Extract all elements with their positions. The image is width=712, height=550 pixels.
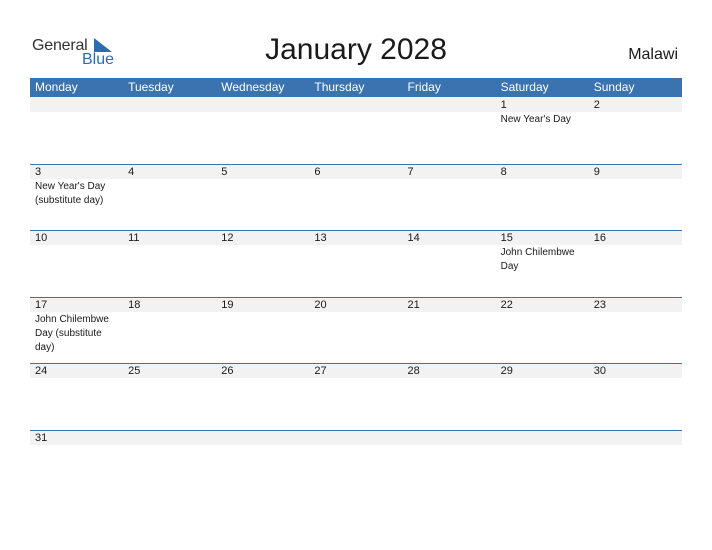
day-number: 1: [500, 99, 507, 111]
day-number: 13: [314, 232, 327, 244]
day-cell: [589, 97, 682, 164]
day-cell: [496, 297, 589, 364]
holiday-label: John Chilembwe Day (substitute day): [35, 313, 109, 353]
day-number: 26: [221, 365, 234, 377]
day-number: 16: [593, 232, 606, 244]
day-number: [594, 432, 682, 445]
day-cell: [496, 363, 589, 430]
day-number: [408, 99, 496, 112]
day-cell: [216, 164, 309, 231]
day-number: 3: [35, 165, 42, 178]
day-cell: [403, 230, 496, 297]
day-cell: [30, 363, 123, 430]
country-label: Malawi: [628, 46, 678, 63]
day-number: 18: [128, 298, 141, 311]
day-number: 20: [314, 298, 327, 311]
day-cell: [496, 430, 589, 497]
day-number: 27: [314, 365, 327, 377]
weekday-saturday: Saturday: [500, 80, 549, 94]
calendar-grid: [30, 78, 682, 496]
day-number: 9: [593, 165, 600, 178]
week-row: [30, 363, 682, 430]
day-number: 6: [314, 165, 321, 178]
day-number: 2: [593, 99, 600, 111]
day-number: 31: [35, 431, 48, 444]
day-cell: [309, 230, 402, 297]
day-number: 5: [221, 165, 228, 178]
day-cell: [30, 297, 123, 364]
day-number: 30: [593, 365, 606, 377]
day-number: 24: [35, 365, 48, 377]
day-number: 19: [221, 298, 234, 311]
day-cell: [403, 363, 496, 430]
day-cell: [589, 363, 682, 430]
week-row: [30, 97, 682, 164]
weekday-thursday: Thursday: [314, 80, 365, 94]
day-number: [221, 432, 309, 445]
holiday-label: New Year's Day (substitute day): [35, 180, 106, 206]
day-cell: [216, 97, 309, 164]
weekday-header: [30, 78, 682, 97]
day-number: 11: [128, 232, 140, 244]
day-cell: [589, 430, 682, 497]
day-number: [408, 432, 496, 445]
weekday-monday: Monday: [35, 80, 78, 94]
day-number: 25: [128, 365, 141, 377]
week-row: [30, 430, 682, 497]
day-number: 14: [407, 232, 420, 244]
holiday-label: John Chilembwe Day: [500, 247, 575, 272]
week-row: [30, 230, 682, 297]
day-number: 23: [593, 298, 606, 311]
day-number: [221, 99, 309, 112]
day-number: [314, 432, 402, 445]
day-cell: [30, 97, 123, 164]
weekday-sunday: Sunday: [593, 80, 635, 94]
day-number: 28: [407, 365, 420, 377]
day-cell: [216, 430, 309, 497]
day-cell: [123, 97, 216, 164]
day-cell: [403, 164, 496, 231]
day-cell: [123, 430, 216, 497]
day-cell: [309, 297, 402, 364]
day-number: 15: [500, 232, 513, 244]
day-cell: [589, 164, 682, 231]
day-cell: [216, 297, 309, 364]
calendar-title: January 2028: [265, 33, 447, 66]
day-cell: [496, 97, 589, 164]
day-cell: [403, 430, 496, 497]
day-number: 29: [500, 365, 513, 377]
day-cell: [309, 97, 402, 164]
day-cell: [123, 297, 216, 364]
day-cell: [30, 164, 123, 231]
day-number: [35, 99, 123, 112]
week-row: [30, 164, 682, 231]
day-cell: [496, 164, 589, 231]
day-number: 4: [128, 165, 135, 178]
day-number: 7: [407, 165, 414, 178]
day-number: 21: [407, 298, 420, 311]
day-cell: [123, 230, 216, 297]
day-cell: [123, 164, 216, 231]
weekday-tuesday: Tuesday: [128, 80, 174, 94]
weekday-wednesday: Wednesday: [221, 80, 285, 94]
day-number: [128, 432, 216, 445]
day-number: 8: [500, 165, 507, 178]
day-number: [314, 99, 402, 112]
day-cell: [589, 230, 682, 297]
day-cell: [216, 230, 309, 297]
day-cell: [30, 430, 123, 497]
day-cell: [309, 430, 402, 497]
day-cell: [123, 363, 216, 430]
day-number: 12: [221, 232, 234, 244]
logo-text-general: General: [32, 37, 88, 54]
day-cell: [309, 164, 402, 231]
day-number: [128, 99, 216, 112]
day-number: 22: [500, 298, 513, 311]
week-row: [30, 297, 682, 364]
weeks-container: [30, 97, 682, 496]
day-cell: [403, 97, 496, 164]
day-cell: [216, 363, 309, 430]
logo-text-blue: Blue: [82, 51, 115, 68]
day-number: 17: [35, 298, 48, 311]
holiday-label: New Year's Day: [500, 114, 571, 125]
day-number: [501, 432, 589, 445]
day-cell: [309, 363, 402, 430]
day-cell: [496, 230, 589, 297]
day-number: 10: [35, 232, 48, 244]
day-cell: [30, 230, 123, 297]
day-cell: [403, 297, 496, 364]
weekday-friday: Friday: [407, 80, 441, 94]
day-cell: [589, 297, 682, 364]
